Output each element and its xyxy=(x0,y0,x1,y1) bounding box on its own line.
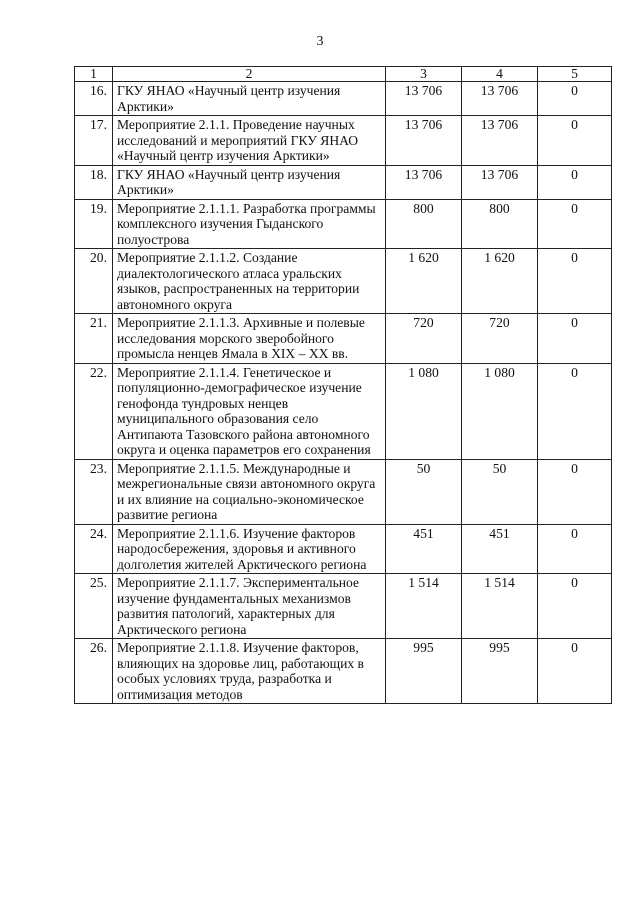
row-value-col5-cell: 0 xyxy=(538,574,612,639)
table-row xyxy=(75,199,612,249)
row-number-cell: 17. xyxy=(75,116,113,166)
row-value-col5-cell: 0 xyxy=(538,82,612,116)
row-name-cell: Мероприятие 2.1.1.5. Международные и межрегиональные связи автономного округа и их влияние на социально-экономическое развитие региона xyxy=(113,459,386,524)
table-row xyxy=(75,116,612,166)
table-row xyxy=(75,459,612,524)
column-header: 2 xyxy=(113,67,386,82)
table-row xyxy=(75,574,612,639)
row-value-col5-cell: 0 xyxy=(538,314,612,364)
row-value-col4-cell: 800 xyxy=(462,199,538,249)
row-value-col5-cell: 0 xyxy=(538,116,612,166)
table-row xyxy=(75,165,612,199)
row-value-col4-cell: 451 xyxy=(462,524,538,574)
row-value-col3-cell: 800 xyxy=(386,199,462,249)
row-number-cell: 18. xyxy=(75,165,113,199)
row-value-col5-cell: 0 xyxy=(538,363,612,459)
table-row xyxy=(75,249,612,314)
table-row xyxy=(75,524,612,574)
row-value-col3-cell: 1 514 xyxy=(386,574,462,639)
row-value-col5-cell: 0 xyxy=(538,199,612,249)
row-value-col4-cell: 50 xyxy=(462,459,538,524)
row-value-col5-cell: 0 xyxy=(538,524,612,574)
row-value-col5-cell: 0 xyxy=(538,165,612,199)
row-name-cell: Мероприятие 2.1.1. Проведение научных исследований и мероприятий ГКУ ЯНАО «Научный центр изучения Арктики» xyxy=(113,116,386,166)
row-value-col3-cell: 13 706 xyxy=(386,165,462,199)
row-number-cell: 24. xyxy=(75,524,113,574)
row-value-col4-cell: 13 706 xyxy=(462,116,538,166)
row-value-col4-cell: 1 080 xyxy=(462,363,538,459)
table-row xyxy=(75,639,612,704)
table-header-row xyxy=(75,67,612,82)
row-value-col3-cell: 1 620 xyxy=(386,249,462,314)
row-value-col3-cell: 720 xyxy=(386,314,462,364)
row-name-cell: Мероприятие 2.1.1.8. Изучение факторов, влияющих на здоровье лиц, работающих в особых условиях труда, разработка и оптимизация методов xyxy=(113,639,386,704)
budget-table xyxy=(74,66,612,704)
row-name-cell: ГКУ ЯНАО «Научный центр изучения Арктики» xyxy=(113,82,386,116)
row-number-cell: 21. xyxy=(75,314,113,364)
row-value-col3-cell: 1 080 xyxy=(386,363,462,459)
row-name-cell: Мероприятие 2.1.1.2. Создание диалектологического атласа уральских языков, распространенных на территории автономного округа xyxy=(113,249,386,314)
page-number: 3 xyxy=(316,34,324,49)
row-value-col5-cell: 0 xyxy=(538,459,612,524)
row-name-cell: Мероприятие 2.1.1.7. Экспериментальное изучение фундаментальных механизмов развития патологий, характерных для Арктического региона xyxy=(113,574,386,639)
row-value-col5-cell: 0 xyxy=(538,249,612,314)
row-name-cell: Мероприятие 2.1.1.1. Разработка программы комплексного изучения Гыданского полуострова xyxy=(113,199,386,249)
row-value-col3-cell: 13 706 xyxy=(386,82,462,116)
table-row xyxy=(75,82,612,116)
row-number-cell: 22. xyxy=(75,363,113,459)
row-value-col4-cell: 1 514 xyxy=(462,574,538,639)
row-number-cell: 23. xyxy=(75,459,113,524)
row-value-col3-cell: 50 xyxy=(386,459,462,524)
row-number-cell: 25. xyxy=(75,574,113,639)
row-number-cell: 19. xyxy=(75,199,113,249)
row-name-cell: Мероприятие 2.1.1.4. Генетическое и популяционно-демографическое изучение генофонда тундровых ненцев муниципального образования село Антипаюта Тазовского района автономного округа и оценка параметров его сохранения xyxy=(113,363,386,459)
row-number-cell: 16. xyxy=(75,82,113,116)
row-value-col4-cell: 13 706 xyxy=(462,82,538,116)
row-number-cell: 20. xyxy=(75,249,113,314)
column-header: 4 xyxy=(462,67,538,82)
row-value-col4-cell: 720 xyxy=(462,314,538,364)
column-header: 1 xyxy=(75,67,113,82)
row-value-col4-cell: 1 620 xyxy=(462,249,538,314)
row-value-col3-cell: 13 706 xyxy=(386,116,462,166)
table-row xyxy=(75,314,612,364)
column-header: 3 xyxy=(386,67,462,82)
table-row xyxy=(75,363,612,459)
row-value-col3-cell: 451 xyxy=(386,524,462,574)
row-value-col5-cell: 0 xyxy=(538,639,612,704)
row-name-cell: ГКУ ЯНАО «Научный центр изучения Арктики» xyxy=(113,165,386,199)
column-header: 5 xyxy=(538,67,612,82)
row-value-col4-cell: 13 706 xyxy=(462,165,538,199)
row-value-col4-cell: 995 xyxy=(462,639,538,704)
row-name-cell: Мероприятие 2.1.1.6. Изучение факторов народосбережения, здоровья и активного долголетия жителей Арктического региона xyxy=(113,524,386,574)
row-value-col3-cell: 995 xyxy=(386,639,462,704)
row-number-cell: 26. xyxy=(75,639,113,704)
row-name-cell: Мероприятие 2.1.1.3. Архивные и полевые исследования морского зверобойного промысла ненцев Ямала в XIX – XX вв. xyxy=(113,314,386,364)
